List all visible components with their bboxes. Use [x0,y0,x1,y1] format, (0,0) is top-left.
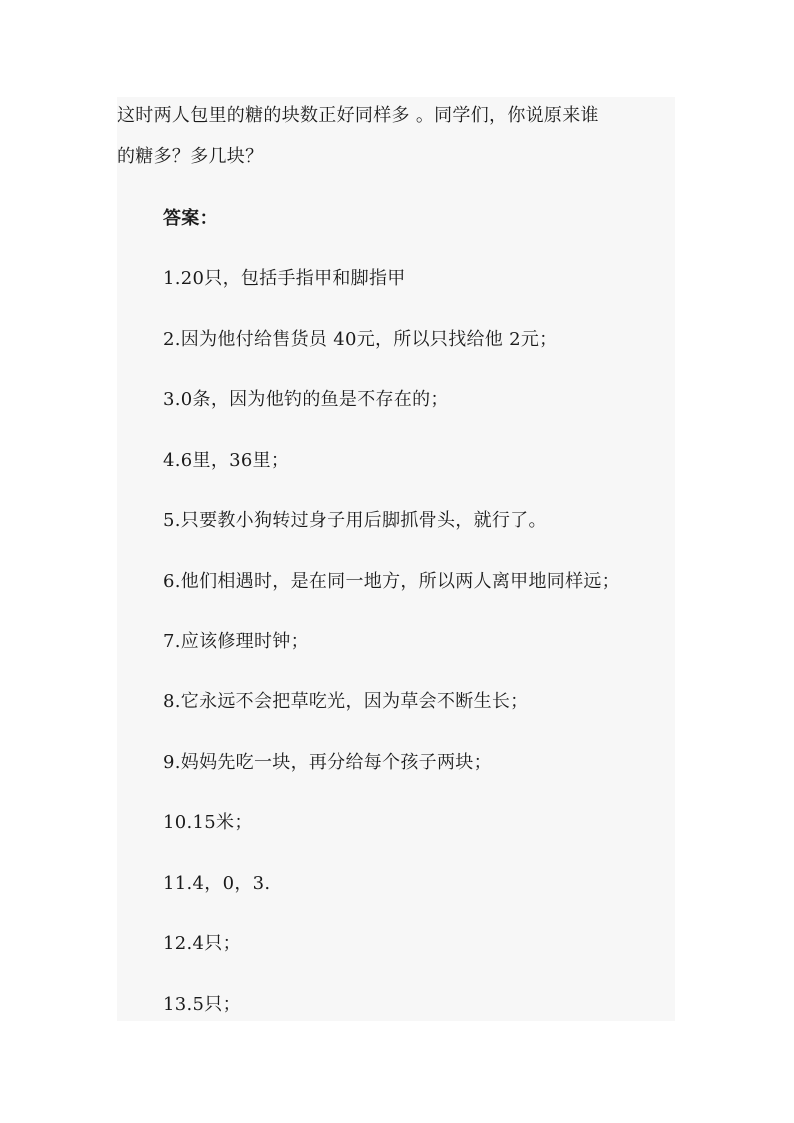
answer-item-4: 4.6里，36里； [163,450,290,471]
answer-item-9: 9.妈妈先吃一块，再分给每个孩子两块； [163,752,492,773]
answer-item-10: 10.15米； [163,812,253,833]
answer-item-7: 7.应该修理时钟； [163,631,309,652]
answer-heading: 答案： [163,208,218,229]
document-content [117,97,675,1021]
intro-line-1: 这时两人包里的糖的块数正好同样多 。同学们，你说原来谁 [117,105,599,126]
answer-item-13: 13.5只； [163,994,241,1015]
answer-item-3: 3.0条，因为他钓的鱼是不存在的； [163,389,449,410]
answer-item-11: 11.4，0，3. [163,873,271,894]
intro-line-2: 的糖多？多几块？ [117,146,264,167]
answer-item-2: 2.因为他付给售货员 40元，所以只找给他 2元； [163,329,558,350]
answer-item-5: 5.只要教小狗转过身子用后脚抓骨头，就行了。 [163,510,547,531]
answer-item-12: 12.4只； [163,933,241,954]
answer-item-6: 6.他们相遇时，是在同一地方，所以两人离甲地同样远； [163,571,620,592]
answer-item-8: 8.它永远不会把草吃光，因为草会不断生长； [163,691,529,712]
answer-item-1: 1.20只，包括手指甲和脚指甲 [163,268,406,289]
